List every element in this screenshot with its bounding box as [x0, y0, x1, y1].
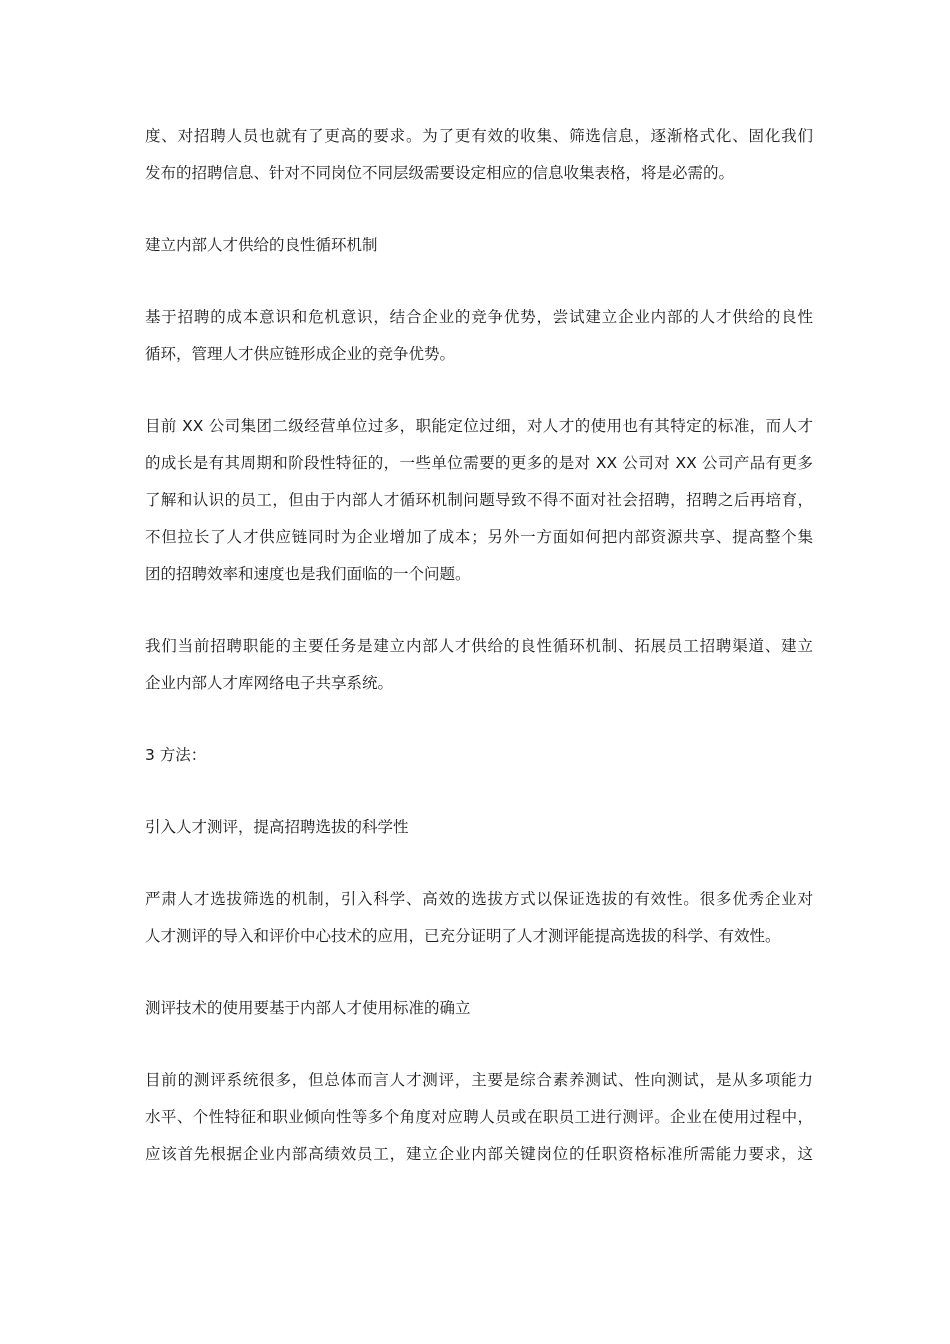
text-line: 不但拉长了人才供应链同时为企业增加了成本；另外一方面如何把内部资源共享、提高整个集: [145, 528, 813, 546]
paragraph: [145, 118, 813, 192]
section-heading: [145, 227, 813, 264]
text-line: 严肃人才选拔筛选的机制，引入科学、高效的选拔方式以保证选拔的有效性。很多优秀企业对: [145, 890, 813, 908]
text-line: 基于招聘的成本意识和危机意识，结合企业的竞争优势，尝试建立企业内部的人才供给的良性: [145, 308, 813, 326]
text-line: 测评技术的使用要基于内部人才使用标准的确立: [145, 999, 471, 1017]
paragraph: [145, 299, 813, 373]
text-line: 的成长是有其周期和阶段性特征的，一些单位需要的更多的是对 XX 公司对 XX 公司产品有更多: [145, 454, 813, 472]
text-line: 我们当前招聘职能的主要任务是建立内部人才供给的良性循环机制、拓展员工招聘渠道、建立: [145, 637, 813, 655]
section-heading: [145, 737, 813, 774]
text-line: 引入人才测评，提高招聘选拔的科学性: [145, 818, 409, 836]
section-heading: [145, 809, 813, 846]
text-line: 企业内部人才库网络电子共享系统。: [145, 674, 394, 692]
section-heading: [145, 990, 813, 1027]
text-line: 循环，管理人才供应链形成企业的竞争优势。: [145, 345, 456, 363]
document-page: [145, 118, 813, 1173]
paragraph: [145, 408, 813, 593]
text-line: 目前 XX 公司集团二级经营单位过多，职能定位过细，对人才的使用也有其特定的标准，而人才: [145, 417, 813, 435]
text-line: 人才测评的导入和评价中心技术的应用，已充分证明了人才测评能提高选拔的科学、有效性。: [145, 927, 781, 945]
text-line: 建立内部人才供给的良性循环机制: [145, 236, 378, 254]
paragraph: [145, 1062, 813, 1173]
paragraph: [145, 628, 813, 702]
text-line: 应该首先根据企业内部高绩效员工，建立企业内部关键岗位的任职资格标准所需能力要求，这: [145, 1145, 813, 1163]
text-line: 3 方法：: [145, 746, 207, 764]
text-line: 了解和认识的员工，但由于内部人才循环机制问题导致不得不面对社会招聘，招聘之后再培育，: [145, 491, 813, 509]
text-line: 团的招聘效率和速度也是我们面临的一个问题。: [145, 565, 471, 583]
paragraph: [145, 881, 813, 955]
text-line: 水平、个性特征和职业倾向性等多个角度对应聘人员或在职员工进行测评。企业在使用过程中，: [145, 1108, 813, 1126]
text-line: 目前的测评系统很多，但总体而言人才测评，主要是综合素养测试、性向测试，是从多项能力: [145, 1071, 813, 1089]
text-line: 度、对招聘人员也就有了更高的要求。为了更有效的收集、筛选信息，逐渐格式化、固化我们: [145, 127, 813, 145]
text-line: 发布的招聘信息、针对不同岗位不同层级需要设定相应的信息收集表格，将是必需的。: [145, 164, 735, 182]
